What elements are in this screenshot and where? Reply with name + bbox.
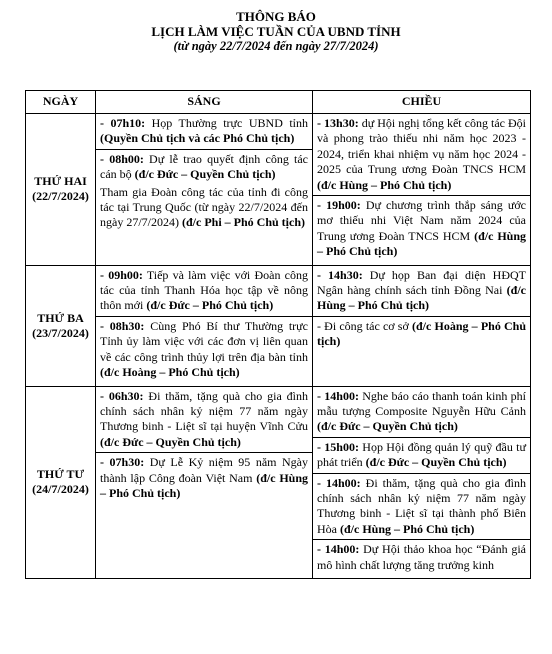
day-cell xyxy=(26,386,96,578)
item-person: (đ/c Hoàng – Phó Chủ tịch) xyxy=(317,318,526,349)
item-text: Dự chương trình thắp sáng ước mơ thiếu nhi Việt Nam năm 2024 của Trung ương Đoàn TNCS HCM xyxy=(317,198,527,243)
item-time: - 13h30: xyxy=(317,116,359,130)
item-person: (đ/c Hùng – Phó Chủ tịch) xyxy=(317,177,452,192)
schedule-item xyxy=(100,268,308,314)
afternoon-cell xyxy=(313,386,531,578)
item-time: - 06h30: xyxy=(100,388,144,403)
item-text: Dự lễ trao quyết định công tác cán bộ xyxy=(100,151,308,182)
item-divider xyxy=(96,452,312,453)
schedule-item xyxy=(100,152,308,183)
schedule-item xyxy=(317,319,526,350)
item-person: (đ/c Đức – Phó Chủ tịch) xyxy=(146,298,274,313)
schedule-item-extra xyxy=(100,185,308,231)
day-name: THỨ HAI xyxy=(34,174,87,189)
schedule-item xyxy=(100,319,308,381)
item-divider xyxy=(313,473,530,474)
item-time: - 14h00: xyxy=(317,388,359,403)
day-cell xyxy=(26,114,96,266)
document-header xyxy=(0,0,552,54)
day-row xyxy=(26,265,531,386)
table-header-row xyxy=(26,91,531,114)
item-person: (đ/c Phi – Phó Chủ tịch) xyxy=(182,215,306,230)
item-person: (đ/c Hùng – Phó Chủ tịch) xyxy=(317,283,526,313)
item-person: (đ/c Hùng – Phó Chủ tịch) xyxy=(317,228,526,259)
day-date: (22/7/2024) xyxy=(32,189,89,204)
item-divider xyxy=(313,539,530,540)
item-time: - 14h00: xyxy=(317,542,360,557)
day-cell xyxy=(26,265,96,386)
day-name: THỨ TƯ xyxy=(36,467,85,482)
item-person: (đ/c Đức – Quyền Chủ tịch) xyxy=(100,434,241,449)
afternoon-cell xyxy=(313,114,531,266)
schedule-item xyxy=(100,116,308,147)
schedule-title: LỊCH LÀM VIỆC TUẦN CỦA UBND TỈNH xyxy=(151,24,401,39)
item-text: Tiếp và làm việc với Đoàn công tác của tỉnh Thanh Hóa học tập về nông thôn mới xyxy=(100,267,308,313)
item-text: Tham gia Đoàn công tác của tỉnh đi công tác tại Trung Quốc (từ ngày 22/7/2024 đến ngày 27/7/2024) xyxy=(100,184,308,230)
item-time: - 07h10: xyxy=(100,116,146,130)
item-text: Dự Lễ Kỷ niệm 95 năm Ngày thành lập Công đoàn Việt Nam xyxy=(100,455,309,485)
schedule-table xyxy=(25,90,531,579)
schedule-item xyxy=(317,198,526,260)
item-time: - 08h30: xyxy=(100,318,145,333)
item-text: Đi thăm, tặng quà cho gia đình chính sách nhân kỷ niệm 77 năm ngày Thương binh - Liệt sĩ tại huyện Vĩnh Cửu xyxy=(100,388,308,434)
schedule-item xyxy=(317,116,526,193)
item-text: dự Hội nghị tổng kết công tác Đội và phong trào thiếu nhi năm học 2023 - 2024, triển khai nhiệm vụ năm học 2024 - 2025 của Trung ương Đoàn TNCS HCM xyxy=(317,116,526,177)
notice-title: THÔNG BÁO xyxy=(236,9,316,24)
day-row xyxy=(26,114,531,266)
item-divider xyxy=(313,195,530,196)
schedule-item xyxy=(317,268,526,314)
day-row xyxy=(26,386,531,578)
schedule-item xyxy=(317,389,526,435)
morning-cell xyxy=(96,114,313,266)
item-person: (Quyền Chủ tịch và các Phó Chủ tịch) xyxy=(100,131,295,146)
item-text: Dự Hội thảo khoa học “Đánh giá mô hình chất lượng tăng trưởng kinh xyxy=(317,542,526,572)
item-divider xyxy=(313,437,530,438)
item-text: Cùng Phó Bí thư Thường trực Tỉnh ủy làm việc với các đơn vị liên quan về các công trình thủy lợi trên địa bàn tỉnh xyxy=(100,318,308,364)
item-text: - Đi công tác cơ sở xyxy=(317,318,412,333)
schedule-item xyxy=(317,440,526,471)
col-header-day: NGÀY xyxy=(26,91,96,114)
item-person: (đ/c Đức – Quyền Chủ tịch) xyxy=(317,419,458,434)
morning-cell xyxy=(96,386,313,578)
item-time: - 14h30: xyxy=(317,267,363,282)
item-time: - 15h00: xyxy=(317,439,359,454)
day-date: (23/7/2024) xyxy=(32,325,89,340)
item-divider xyxy=(313,316,530,317)
item-text: Họp Hội đồng quản lý quỹ đầu tư phát triển xyxy=(317,439,526,470)
item-person: (đ/c Đức – Quyền Chủ tịch) xyxy=(365,455,507,470)
item-text: Đi thăm, tặng quà cho gia đình chính sách nhân kỷ niệm 77 năm ngày Thương binh - Liệt sĩ tại thành phố Biên Hòa xyxy=(317,475,526,536)
item-person: (đ/c Hùng – Phó Chủ tịch) xyxy=(100,470,309,500)
schedule-item xyxy=(100,389,308,451)
item-text: Dự họp Ban đại diện HĐQT Ngân hàng chính sách tỉnh Đồng Nai xyxy=(317,267,526,298)
item-text: Nghe báo cáo thanh toán kinh phí mẫu tượng Composite Nguyễn Hữu Cảnh xyxy=(317,388,526,418)
item-time: - 08h00: xyxy=(100,151,144,166)
item-person: (đ/c Hoàng – Phó Chủ tịch) xyxy=(100,365,240,380)
schedule-item xyxy=(317,476,526,538)
day-date: (24/7/2024) xyxy=(32,482,89,497)
day-name: THỨ BA xyxy=(37,310,84,325)
item-person: (đ/c Hùng – Phó Chủ tịch) xyxy=(340,521,475,536)
item-time: - 09h00: xyxy=(100,267,143,282)
item-time: - 07h30: xyxy=(100,455,145,470)
item-time: - 19h00: xyxy=(317,198,361,213)
col-header-afternoon: CHIỀU xyxy=(313,91,531,114)
date-range: (từ ngày 22/7/2024 đến ngày 27/7/2024) xyxy=(173,39,379,53)
item-time: - 14h00: xyxy=(317,475,361,490)
item-person: (đ/c Đức – Quyền Chủ tịch) xyxy=(134,167,276,182)
item-divider xyxy=(96,316,312,317)
morning-cell xyxy=(96,265,313,386)
col-header-morning: SÁNG xyxy=(96,91,313,114)
schedule-item xyxy=(317,542,526,573)
afternoon-cell xyxy=(313,265,531,386)
item-text: Họp Thường trực UBND tỉnh xyxy=(145,116,308,130)
schedule-item xyxy=(100,455,308,501)
item-divider xyxy=(96,149,312,150)
